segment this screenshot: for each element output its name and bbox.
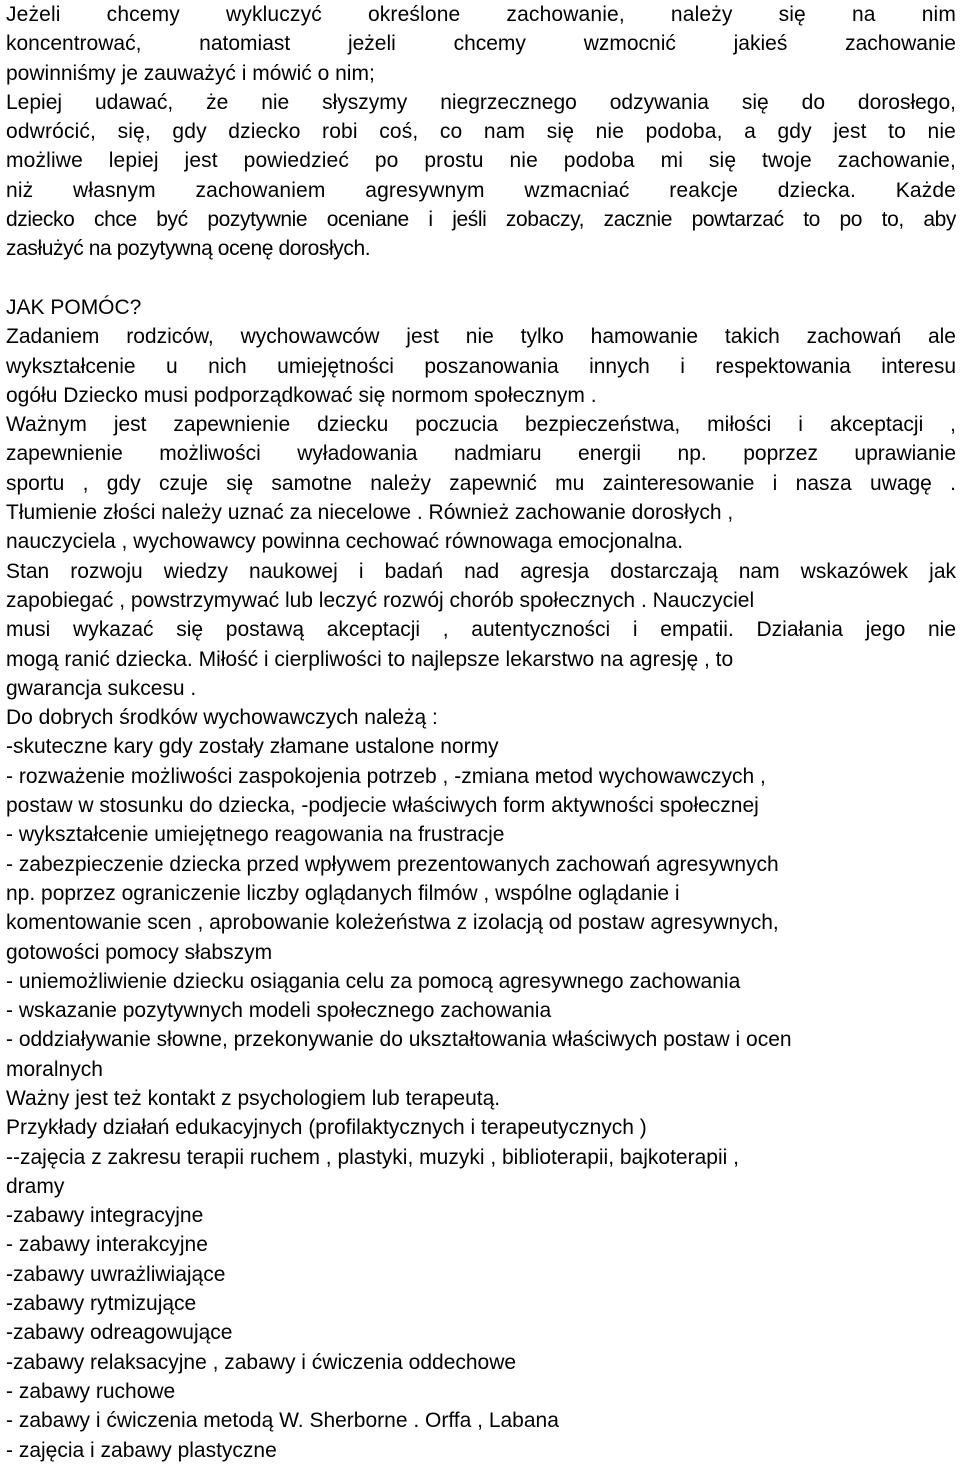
text-line: gwarancja sukcesu . <box>6 676 197 700</box>
list-item: --zajęcia z zakresu terapii ruchem , plastyki, muzyki , biblioterapii, bajkoterapii , <box>6 1145 739 1169</box>
list-item: - rozważenie możliwości zaspokojenia potrzeb , -zmiana metod wychowawczych , <box>6 764 766 788</box>
text-line: Tłumienie złości należy uznać za niecelowe . Również zachowanie dorosłych , <box>6 501 734 525</box>
text-line: możliwe lepiej jest powiedzieć po prostu nie podoba mi się twoje zachowanie, <box>6 149 956 173</box>
list-item: gotowości pomocy słabszym <box>6 940 273 964</box>
text-line: wykształcenie u nich umiejętności poszanowania innych i respektowania interesu <box>6 354 956 378</box>
paragraph-gap <box>6 264 956 293</box>
list-item: - zajęcia i zabawy plastyczne <box>6 1438 277 1462</box>
text-line: Lepiej udawać, że nie słyszymy niegrzecznego odzywania się do dorosłego, <box>6 90 956 114</box>
text-line: ogółu Dziecko musi podporządkować się normom społecznym . <box>6 383 597 407</box>
text-line: Do dobrych środków wychowawczych należą : <box>6 706 438 730</box>
list-item: -zabawy odreagowujące <box>6 1321 233 1345</box>
list-item: -zabawy uwrażliwiające <box>6 1262 226 1286</box>
list-item: - wskazanie pozytywnych modeli społecznego zachowania <box>6 999 552 1023</box>
list-item: np. poprzez ograniczenie liczby oglądanych filmów , wspólne oglądanie i <box>6 881 680 905</box>
text-line: dziecko chce być pozytywnie oceniane i jeśli zobaczy, zacznie powtarzać to po to, aby <box>6 208 956 232</box>
list-item: moralnych <box>6 1057 103 1081</box>
list-item: -zabawy integracyjne <box>6 1204 204 1228</box>
list-item: -skuteczne kary gdy zostały złamane ustalone normy <box>6 735 499 759</box>
list-item: komentowanie scen , aprobowanie koleżeństwa z izolacją od postaw agresywnych, <box>6 911 779 935</box>
list-item: - zabezpieczenie dziecka przed wpływem prezentowanych zachowań agresywnych <box>6 852 779 876</box>
list-item: -zabawy rytmizujące <box>6 1292 197 1316</box>
text-line: koncentrować, natomiast jeżeli chcemy wzmocnić jakieś zachowanie <box>6 32 956 56</box>
list-item: - oddziaływanie słowne, przekonywanie do ukształtowania właściwych postaw i ocen <box>6 1028 792 1052</box>
text-line: powinniśmy je zauważyć i mówić o nim; <box>6 61 375 85</box>
text-line: Stan rozwoju wiedzy naukowej i badań nad agresja dostarczają nam wskazówek jak <box>6 559 956 583</box>
list-item: - zabawy interakcyjne <box>6 1233 208 1257</box>
text-line: zapewnienie możliwości wyładowania nadmiaru energii np. poprzez uprawianie <box>6 442 956 466</box>
text-line: Jeżeli chcemy wykluczyć określone zachowanie, należy się na nim <box>6 3 956 26</box>
list-item: postaw w stosunku do dziecka, -podjecie właściwych form aktywności społecznej <box>6 794 759 818</box>
list-item: - zabawy ruchowe <box>6 1379 176 1403</box>
text-line: odwrócić, się, gdy dziecko robi coś, co nam się nie podoba, a gdy jest to nie <box>6 120 956 144</box>
document-page <box>6 0 956 1465</box>
list-item: - zabawy i ćwiczenia metodą W. Sherborne . Orffa , Labana <box>6 1409 559 1433</box>
text-line: Ważnym jest zapewnienie dziecku poczucia bezpieczeństwa, miłości i akceptacji , <box>6 413 956 437</box>
text-line: sportu , gdy czuje się samotne należy zapewnić mu zainteresowanie i nasza uwagę . <box>6 471 956 495</box>
text-line: nauczyciela , wychowawcy powinna cechować równowaga emocjonalna. <box>6 530 684 554</box>
list-item: dramy <box>6 1174 65 1198</box>
text-line: Przykłady działań edukacyjnych (profilaktycznych i terapeutycznych ) <box>6 1116 647 1140</box>
text-line: zapobiegać , powstrzymywać lub leczyć rozwój chorób społecznych . Nauczyciel <box>6 588 755 612</box>
list-item: - uniemożliwienie dziecku osiągania celu za pomocą agresywnego zachowania <box>6 969 741 993</box>
text-line: Ważny jest też kontakt z psychologiem lub terapeutą. <box>6 1086 501 1110</box>
section-heading: JAK POMÓC? <box>6 295 142 319</box>
text-line: Zadaniem rodziców, wychowawców jest nie tylko hamowanie takich zachowań ale <box>6 325 956 349</box>
text-line: musi wykazać się postawą akceptacji , autentyczności i empatii. Działania jego nie <box>6 618 956 642</box>
text-line: niż własnym zachowaniem agresywnym wzmacniać reakcje dziecka. Każde <box>6 178 956 202</box>
text-line: mogą ranić dziecka. Miłość i cierpliwości to najlepsze lekarstwo na agresję , to <box>6 647 734 671</box>
list-item: -zabawy relaksacyjne , zabawy i ćwiczenia oddechowe <box>6 1350 517 1374</box>
text-line: zasłużyć na pozytywną ocenę dorosłych. <box>6 237 371 261</box>
list-item: - wykształcenie umiejętnego reagowania na frustracje <box>6 823 505 847</box>
